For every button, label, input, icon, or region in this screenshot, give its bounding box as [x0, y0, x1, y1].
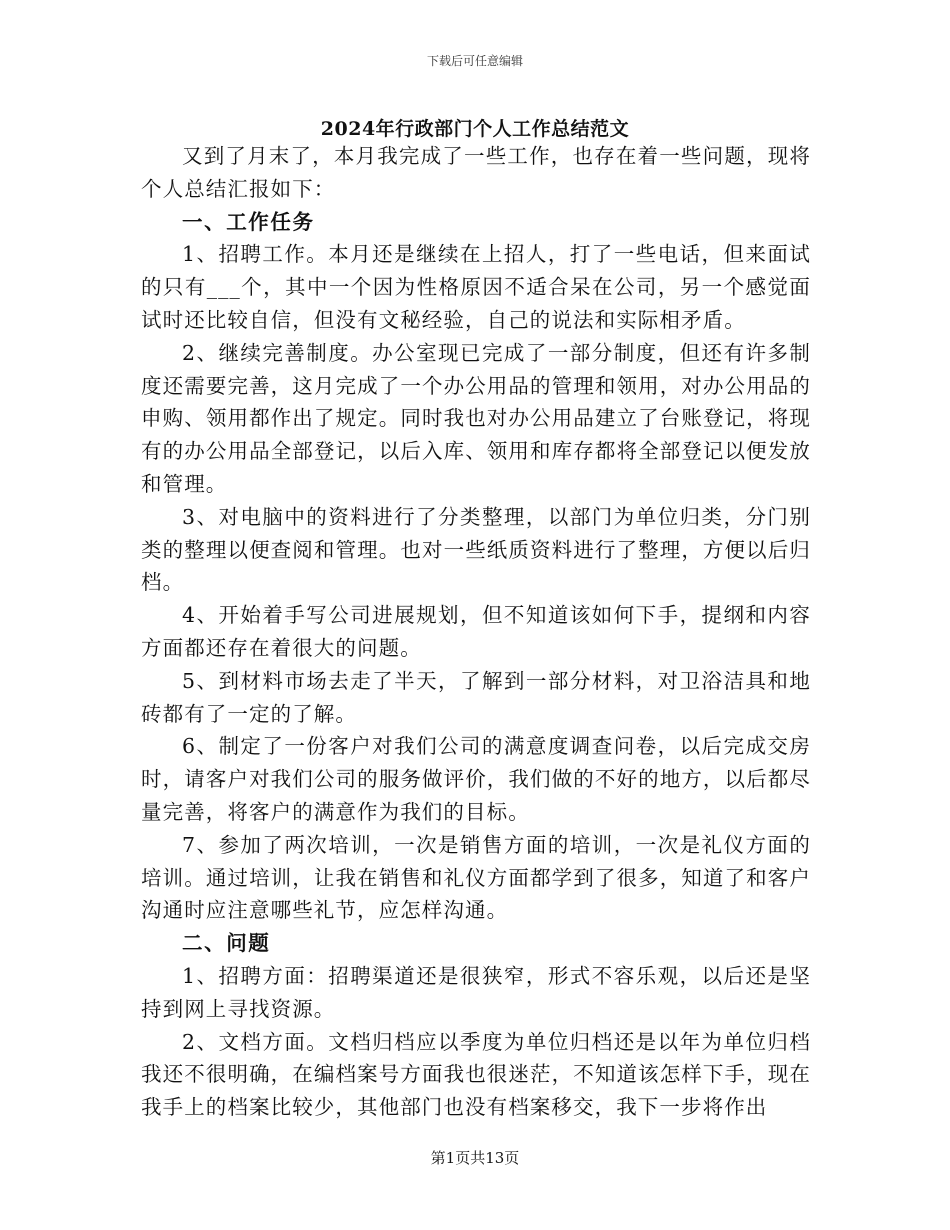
- section-heading: 一、工作任务: [182, 209, 315, 234]
- document-title: 2024年行政部门个人工作总结范文: [320, 118, 630, 140]
- paragraph: 7、参加了两次培训，一次是销售方面的培训，一次是礼仪方面的培训。通过培训，让我在销售和礼仪方面都学到了很多，知道了和客户沟通时应注意哪些礼节，应怎样沟通。: [141, 832, 811, 923]
- paragraph: 5、到材料市场去走了半天，了解到一部分材料，对卫浴洁具和地砖都有了一定的了解。: [141, 668, 811, 726]
- document-body: [141, 140, 811, 1124]
- paragraph: 又到了月末了，本月我完成了一些工作，也存在着一些问题，现将个人总结汇报如下：: [141, 144, 811, 201]
- header-note: 下载后可任意编辑: [426, 54, 523, 68]
- paragraph: 2、继续完善制度。办公室现已完成了一部分制度，但还有许多制度还需要完善，这月完成了一个办公用品的管理和领用，对办公用品的申购、领用都作出了规定。同时我也对办公用品建立了台账登记，将现有的办公用品全部登记，以后入库、领用和库存都将全部登记以便发放和管理。: [141, 340, 811, 496]
- paragraph: 1、招聘方面：招聘渠道还是很狭窄，形式不容乐观，以后还是坚持到网上寻找资源。: [141, 963, 811, 1021]
- paragraph: 3、对电脑中的资料进行了分类整理，以部门为单位归类，分门别类的整理以便查阅和管理。也对一些纸质资料进行了整理，方便以后归档。: [141, 504, 811, 595]
- paragraph: 1、招聘工作。本月还是继续在上招人，打了一些电话，但来面试的只有___个，其中一个因为性格原因不适合呆在公司，另一个感觉面试时还比较自信，但没有文秘经验，自己的说法和实际相矛盾。: [141, 242, 811, 332]
- paragraph: 2、文档方面。文档归档应以季度为单位归档还是以年为单位归档我还不很明确，在编档案号方面我也很迷茫，不知道该怎样下手，现在我手上的档案比较少，其他部门也没有档案移交，我下一步将作出: [141, 1029, 811, 1120]
- paragraph: 6、制定了一份客户对我们公司的满意度调查问卷，以后完成交房时，请客户对我们公司的服务做评价，我们做的不好的地方，以后都尽量完善，将客户的满意作为我们的目标。: [141, 734, 811, 824]
- page-footer: 第1页共13页: [430, 1149, 520, 1167]
- paragraph: 4、开始着手写公司进展规划，但不知道该如何下手，提纲和内容方面都还存在着很大的问题。: [141, 603, 811, 660]
- section-heading: 二、问题: [182, 931, 271, 956]
